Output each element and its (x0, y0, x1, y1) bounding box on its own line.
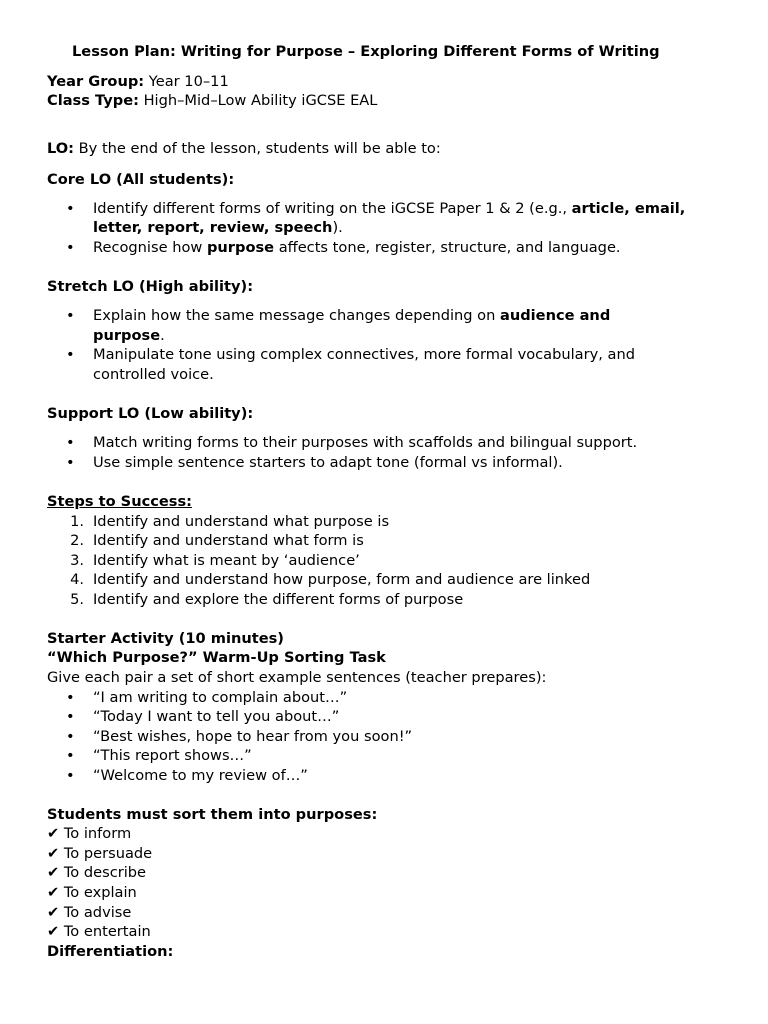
purpose-check-item: ✔ To describe (47, 864, 147, 881)
step-item: Identify and understand what purpose is (93, 513, 390, 530)
year-group-label: Year Group: (47, 73, 145, 90)
starter-subheading: “Which Purpose?” Warm-Up Sorting Task (47, 649, 386, 666)
bullet-icon: • (66, 239, 75, 256)
document-title: Lesson Plan: Writing for Purpose – Exploring Different Forms of Writing (72, 43, 660, 60)
purpose-check-item: ✔ To advise (47, 904, 132, 921)
core-lo-item-1-line-2 (93, 218, 343, 238)
starter-sentence: “Welcome to my review of…” (93, 767, 308, 784)
core-lo-item-2-bold: purpose (206, 239, 275, 256)
stretch-lo-item-1-bold: audience and (499, 307, 611, 324)
core-lo-item-2-text: Recognise how (93, 239, 207, 256)
class-type-label: Class Type: (47, 92, 139, 109)
starter-heading: Starter Activity (10 minutes) (47, 630, 284, 647)
support-lo-heading: Support LO (Low ability): (47, 405, 254, 422)
bullet-icon: • (66, 454, 75, 471)
step-number: 5. (70, 591, 84, 608)
core-lo-item-1-bold-2: letter, report, review, speech (93, 219, 333, 236)
year-group-value: Year 10–11 (144, 73, 229, 90)
stretch-lo-item-1-end: . (160, 327, 165, 344)
step-item: Identify and explore the different forms of purpose (93, 591, 464, 608)
stretch-lo-item-1-bold-2: purpose (93, 327, 161, 344)
core-lo-item-1-end: ). (332, 219, 343, 236)
step-item: Identify and understand what form is (93, 532, 364, 549)
stretch-lo-item-1-text: Explain how the same message changes depending on (93, 307, 500, 324)
stretch-lo-heading: Stretch LO (High ability): (47, 278, 254, 295)
step-number: 2. (70, 532, 84, 549)
starter-sentence: “Best wishes, hope to hear from you soon!” (93, 728, 413, 745)
support-lo-item: Match writing forms to their purposes with scaffolds and bilingual support. (93, 434, 638, 451)
stretch-lo-item-2-line-1: Manipulate tone using complex connectives, more formal vocabulary, and (93, 346, 635, 363)
sort-heading: Students must sort them into purposes: (47, 806, 378, 823)
core-lo-item-1-bold: article, email, (571, 200, 686, 217)
stretch-lo-item-2-line-2: controlled voice. (93, 366, 214, 383)
steps-heading: Steps to Success: (47, 493, 192, 510)
purpose-check-item: ✔ To persuade (47, 845, 153, 862)
lo-label: LO: (47, 140, 75, 157)
step-number: 3. (70, 552, 84, 569)
differentiation-heading: Differentiation: (47, 943, 174, 960)
bullet-icon: • (66, 346, 75, 363)
year-group-line (47, 72, 229, 92)
support-lo-item: Use simple sentence starters to adapt tone (formal vs informal). (93, 454, 563, 471)
bullet-icon: • (66, 708, 75, 725)
starter-sentence: “Today I want to tell you about…” (93, 708, 340, 725)
core-lo-item-1-text: Identify different forms of writing on the iGCSE Paper 1 & 2 (e.g., (93, 200, 572, 217)
stretch-lo-item-1-line-2 (93, 326, 165, 346)
core-lo-heading: Core LO (All students): (47, 171, 235, 188)
bullet-icon: • (66, 767, 75, 784)
class-type-value: High–Mid–Low Ability iGCSE EAL (138, 92, 378, 109)
starter-sentence: “This report shows…” (93, 747, 252, 764)
starter-intro: Give each pair a set of short example sentences (teacher prepares): (47, 669, 547, 686)
step-number: 4. (70, 571, 84, 588)
bullet-icon: • (66, 434, 75, 451)
class-type-line (47, 91, 377, 111)
bullet-icon: • (66, 200, 75, 217)
bullet-icon: • (66, 747, 75, 764)
starter-sentence: “I am writing to complain about…” (93, 689, 348, 706)
bullet-icon: • (66, 307, 75, 324)
bullet-icon: • (66, 689, 75, 706)
bullet-icon: • (66, 728, 75, 745)
step-item: Identify what is meant by ‘audience’ (93, 552, 360, 569)
purpose-check-item: ✔ To entertain (47, 923, 151, 940)
step-number: 1. (70, 513, 84, 530)
lo-intro-line (47, 139, 441, 159)
core-lo-item-2 (93, 238, 621, 258)
stretch-lo-item-1-line-1 (93, 306, 610, 326)
purpose-check-item: ✔ To inform (47, 825, 132, 842)
step-item: Identify and understand how purpose, form and audience are linked (93, 571, 591, 588)
purpose-check-item: ✔ To explain (47, 884, 137, 901)
core-lo-item-2-end: affects tone, register, structure, and language. (274, 239, 621, 256)
core-lo-item-1-line-1 (93, 199, 685, 219)
lo-text: By the end of the lesson, students will be able to: (74, 140, 441, 157)
